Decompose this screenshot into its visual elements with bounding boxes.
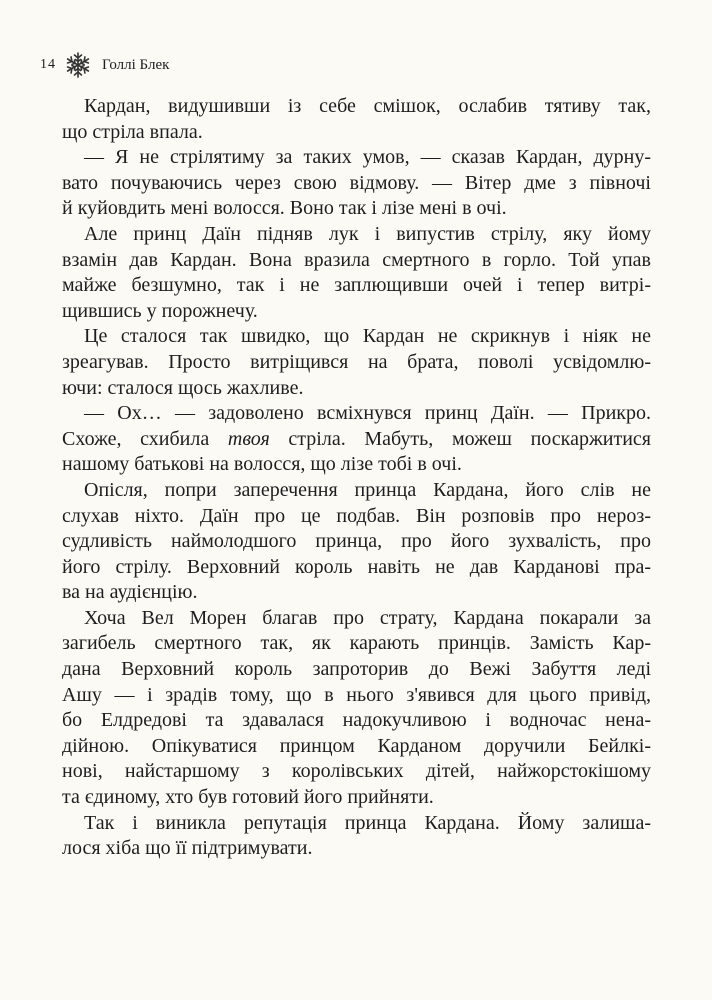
text-line: Опісля, попри заперечення принца Кардана, його слів не [84, 478, 651, 501]
italic-emphasis: твоя [227, 427, 270, 450]
page-number: 14 [40, 57, 56, 72]
paragraph [62, 606, 651, 811]
text-line: майже безшумно, так і не заплющивши очей і тепер витрі- [62, 274, 651, 297]
text-line: щившись у порожнечу. [62, 299, 258, 322]
text-segment: стріла. Мабуть, можеш поскаржитися [269, 427, 651, 450]
text-line: Але принц Даїн підняв лук і випустив стрілу, яку йому [84, 222, 651, 245]
text-line: ючи: сталося щось жахливе. [62, 376, 304, 399]
text-line: Хоча Вел Морен благав про страту, Кардана покарали за [84, 606, 651, 629]
text-line [62, 427, 651, 453]
text-line: дана Верховний король запроторив до Вежі Забуття леді [62, 658, 651, 681]
text-segment: Схоже, схибила [62, 427, 228, 450]
text-line: Це сталося так швидко, що Кардан не скрикнув і ніяк не [84, 325, 651, 348]
paragraph [62, 222, 651, 324]
paragraph [62, 401, 651, 478]
text-line: взамін дав Кардан. Вона вразила смертного в горло. Той упав [62, 248, 651, 271]
text-line: Так і виникла репутація принца Кардана. Йому залиша- [84, 811, 651, 834]
text-line: Кардан, видушивши із себе смішок, ослабив тятиву так, [84, 95, 651, 117]
paragraph [62, 811, 651, 862]
text-line: — Я не стрілятиму за таких умов, — сказав Кардан, дурну- [84, 146, 651, 169]
text-line: зреагував. Просто витріщився на брата, поволі усвідомлю- [62, 350, 651, 373]
text-line: бо Елдредові та здавалася надокучливою і водночас нена- [62, 709, 651, 732]
running-header [40, 52, 169, 78]
text-line: нові, найстаршому з королівських дітей, найжорстокішому [62, 760, 651, 783]
author-name: Голлі Блек [102, 56, 170, 73]
text-line: Ашу — і зрадів тому, що в нього з'явився для цього привід, [62, 683, 651, 706]
page-body-text [62, 94, 651, 862]
text-line: ва на аудієнцію. [62, 581, 198, 604]
text-line: вато почуваючись через свою відмову. — Вітер дме з півночі [62, 171, 651, 194]
text-line: нашому батькові на волосся, що лізе тобі в очі. [62, 453, 462, 476]
paragraph [62, 145, 651, 222]
paragraph [62, 94, 651, 145]
text-line: й куйовдить мені волосся. Воно так і лізе мені в очі. [62, 197, 507, 220]
text-line: та єдиному, хто був готовий його прийняти. [62, 786, 434, 809]
text-line: лося хіба що її підтримувати. [62, 837, 313, 860]
text-line: — Ох… — задоволено всміхнувся принц Даїн. — Прикро. [84, 402, 651, 425]
paragraph [62, 324, 651, 401]
text-line: судливість наймолодшого принца, про його зухвалість, про [62, 530, 651, 553]
text-line: слухав ніхто. Даїн про це подбав. Він розповів про нероз- [62, 504, 651, 527]
text-line: що стріла впала. [62, 120, 203, 143]
paragraph [62, 478, 651, 606]
snowflake-icon [64, 51, 92, 79]
text-line: загибель смертного так, як карають принців. Замість Кар- [62, 632, 651, 655]
text-line: його стрілу. Верховний король навіть не дав Карданові пра- [62, 555, 651, 578]
text-line: дійною. Опікуватися принцом Карданом доручили Бейлкі- [62, 734, 651, 757]
